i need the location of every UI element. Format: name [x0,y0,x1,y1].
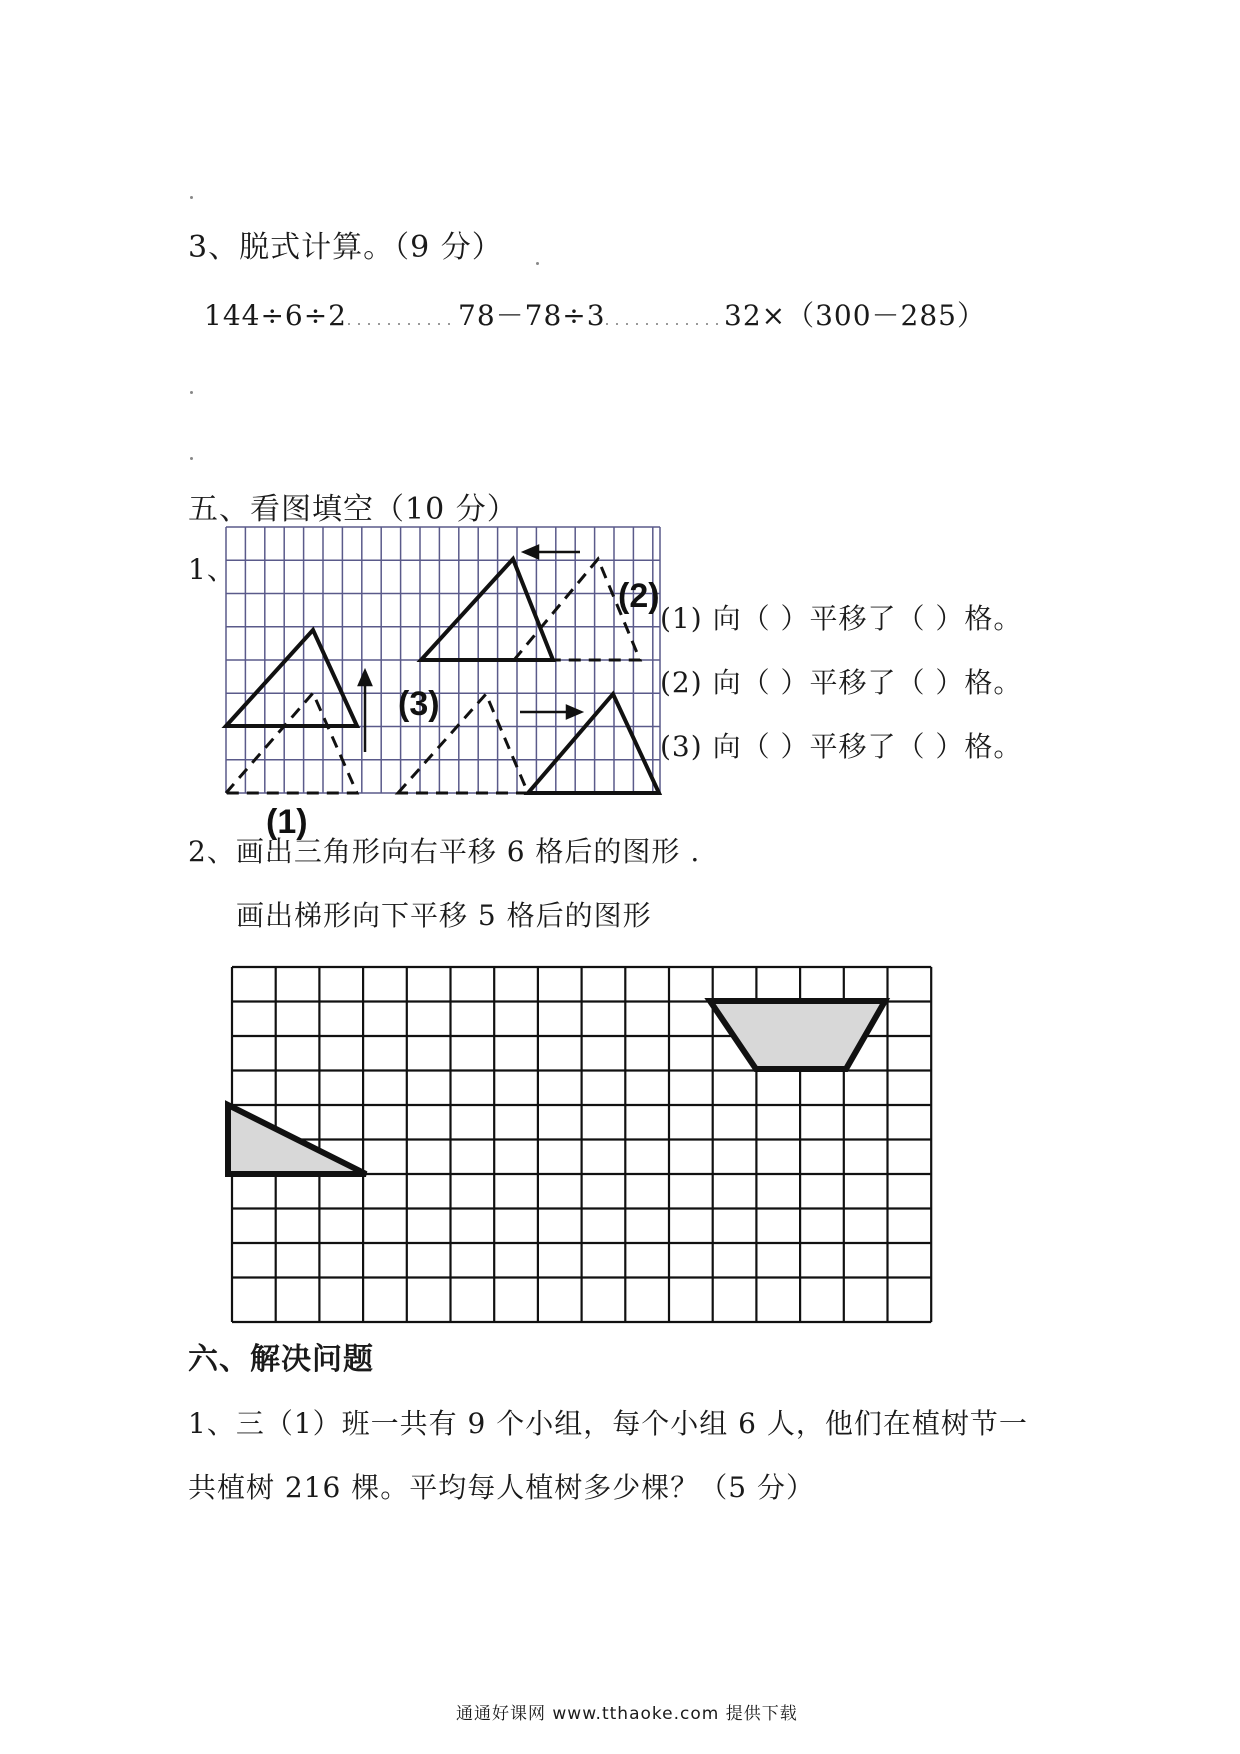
label-2: (2) [618,577,660,615]
drawing-grid [0,955,1240,1335]
blank-line-3: (3) 向（ ）平移了（ ）格。 [660,730,1023,763]
section3-title: 3、脱式计算。（9 分） [188,230,503,265]
stray-dot [190,457,193,460]
expr-2: 78－78÷3 [458,299,606,332]
triangle-2-solid [421,559,553,660]
q2-line2: 画出梯形向下平移 5 格后的图形 [236,899,652,932]
triangle-3-solid [528,694,659,793]
stray-dot [190,391,193,394]
dotted-leaders [0,318,1240,338]
footer-text: 通通好课网 www.tthaoke.com 提供下载 [456,1704,798,1724]
q1-text-line2: 共植树 216 棵。平均每人植树多少棵？（5 分） [188,1471,815,1504]
q2-line1: 2、画出三角形向右平移 6 格后的图形 . [188,835,701,868]
expr-3: 32×（300－285） [724,299,986,332]
expr-1: 144÷6÷2 [204,299,347,332]
section6-title: 六、解决问题 [188,1342,374,1377]
trapezoid-shape [710,1001,885,1069]
stray-dot [190,196,193,199]
blank-line-1: (1) 向（ ）平移了（ ）格。 [660,602,1023,635]
translation-grid-figure [0,515,1240,845]
label-1: (1) [266,803,308,841]
q1-text-line1: 1、三（1）班一共有 9 个小组，每个小组 6 人，他们在植树节一 [188,1407,1028,1440]
label-3: (3) [398,685,440,723]
blank-line-2: (2) 向（ ）平移了（ ）格。 [660,666,1023,699]
stray-dot [536,262,539,265]
q1-label: 1、 [188,553,236,586]
section5-title: 五、看图填空（10 分） [188,492,518,527]
